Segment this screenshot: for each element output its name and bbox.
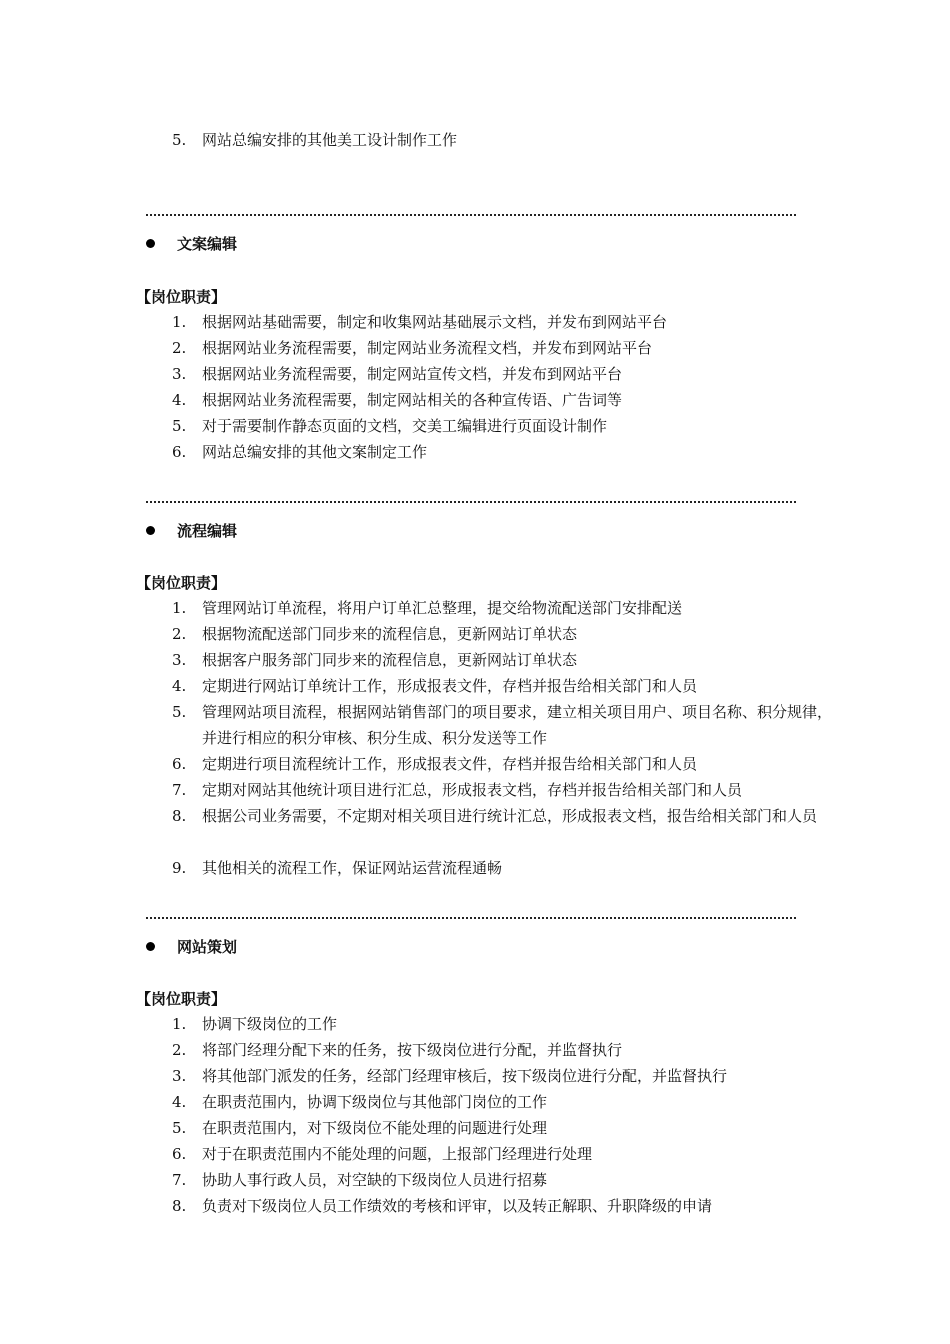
item-text: 根据客户服务部门同步来的流程信息，更新网站订单状态 — [202, 651, 578, 669]
item-number: 6. — [172, 443, 187, 461]
item-number: 5. — [172, 131, 187, 149]
item-number: 1. — [172, 313, 187, 331]
responsibility-label: 【岗位职责】 — [136, 990, 227, 1008]
list-item — [172, 595, 832, 621]
item-number: 3. — [172, 365, 187, 383]
item-number: 5. — [172, 703, 187, 721]
list-item — [172, 361, 832, 387]
item-text: 根据网站业务流程需要，制定网站业务流程文档，并发布到网站平台 — [202, 339, 653, 357]
list-item — [172, 699, 832, 751]
list-item — [172, 1115, 832, 1141]
item-text: 根据网站业务流程需要，制定网站相关的各种宣传语、广告词等 — [202, 391, 623, 409]
item-text: 协助人事行政人员，对空缺的下级岗位人员进行招募 — [202, 1171, 548, 1189]
item-number: 3. — [172, 651, 187, 669]
item-text: 定期进行项目流程统计工作，形成报表文件，存档并报告给相关部门和人员 — [202, 755, 698, 773]
section-title: 网站策划 — [177, 938, 238, 956]
item-text: 负责对下级岗位人员工作绩效的考核和评审，以及转正解职、升职降级的申请 — [202, 1197, 713, 1215]
list-item — [172, 1141, 832, 1167]
item-number: 2. — [172, 339, 187, 357]
item-text: 根据网站业务流程需要，制定网站宣传文档，并发布到网站平台 — [202, 365, 623, 383]
list-item — [172, 1089, 832, 1115]
bullet-icon — [146, 239, 155, 248]
item-text: 对于需要制作静态页面的文档，交美工编辑进行页面设计制作 — [202, 417, 608, 435]
item-number: 7. — [172, 781, 187, 799]
item-number: 2. — [172, 625, 187, 643]
list-item — [172, 647, 832, 673]
list-item — [172, 673, 832, 699]
item-number: 8. — [172, 807, 187, 825]
list-item — [172, 1011, 832, 1037]
item-text: 将其他部门派发的任务，经部门经理审核后，按下级岗位进行分配，并监督执行 — [202, 1067, 728, 1085]
list-item — [172, 1193, 832, 1219]
list-item — [172, 387, 832, 413]
list-item — [172, 335, 832, 361]
list-item — [172, 309, 832, 335]
item-number: 6. — [172, 1145, 187, 1163]
list-item — [172, 439, 832, 465]
item-number: 4. — [172, 677, 187, 695]
list-item — [172, 803, 832, 829]
item-text: 网站总编安排的其他美工设计制作工作 — [202, 131, 458, 149]
list-item — [172, 1037, 832, 1063]
item-text: 根据网站基础需要，制定和收集网站基础展示文档，并发布到网站平台 — [202, 313, 668, 331]
item-text: 在职责范围内，协调下级岗位与其他部门岗位的工作 — [202, 1093, 548, 1111]
item-text: 其他相关的流程工作，保证网站运营流程通畅 — [202, 859, 503, 877]
list-item — [172, 413, 832, 439]
responsibility-label: 【岗位职责】 — [136, 574, 227, 592]
item-number: 7. — [172, 1171, 187, 1189]
item-text: 网站总编安排的其他文案制定工作 — [202, 443, 428, 461]
dotted-divider — [146, 501, 796, 503]
item-number: 5. — [172, 417, 187, 435]
item-text: 定期进行网站订单统计工作，形成报表文件，存档并报告给相关部门和人员 — [202, 677, 698, 695]
item-text: 在职责范围内，对下级岗位不能处理的问题进行处理 — [202, 1119, 548, 1137]
item-number: 1. — [172, 1015, 187, 1033]
item-number: 8. — [172, 1197, 187, 1215]
item-text: 管理网站订单流程，将用户订单汇总整理，提交给物流配送部门安排配送 — [202, 599, 683, 617]
dotted-divider — [146, 214, 796, 216]
item-number: 6. — [172, 755, 187, 773]
section-title: 文案编辑 — [177, 235, 238, 253]
section-heading — [146, 936, 237, 957]
item-text: 对于在职责范围内不能处理的问题，上报部门经理进行处理 — [202, 1145, 593, 1163]
responsibility-label: 【岗位职责】 — [136, 288, 227, 306]
list-item — [172, 855, 832, 881]
item-number: 2. — [172, 1041, 187, 1059]
item-number: 1. — [172, 599, 187, 617]
section-title: 流程编辑 — [177, 522, 238, 540]
item-text: 根据公司业务需要，不定期对相关项目进行统计汇总，形成报表文档，报告给相关部门和人员 — [202, 807, 818, 825]
list-item — [172, 777, 832, 803]
item-text: 根据物流配送部门同步来的流程信息，更新网站订单状态 — [202, 625, 578, 643]
item-number: 9. — [172, 859, 187, 877]
dotted-divider — [146, 917, 796, 919]
list-item — [172, 751, 832, 777]
list-item — [172, 127, 832, 153]
item-text: 协调下级岗位的工作 — [202, 1015, 338, 1033]
list-item — [172, 1167, 832, 1193]
item-number: 3. — [172, 1067, 187, 1085]
item-text: 将部门经理分配下来的任务，按下级岗位进行分配，并监督执行 — [202, 1041, 623, 1059]
item-text: 定期对网站其他统计项目进行汇总，形成报表文档，存档并报告给相关部门和人员 — [202, 781, 743, 799]
section-heading — [146, 233, 237, 254]
item-text: 管理网站项目流程，根据网站销售部门的项目要求，建立相关项目用户、项目名称、积分规律，并进行相应的积分审核、积分生成、积分发送等工作 — [202, 703, 833, 747]
bullet-icon — [146, 942, 155, 951]
section-heading — [146, 520, 237, 541]
item-number: 4. — [172, 391, 187, 409]
item-number: 5. — [172, 1119, 187, 1137]
bullet-icon — [146, 526, 155, 535]
list-item — [172, 1063, 832, 1089]
list-item — [172, 621, 832, 647]
item-number: 4. — [172, 1093, 187, 1111]
